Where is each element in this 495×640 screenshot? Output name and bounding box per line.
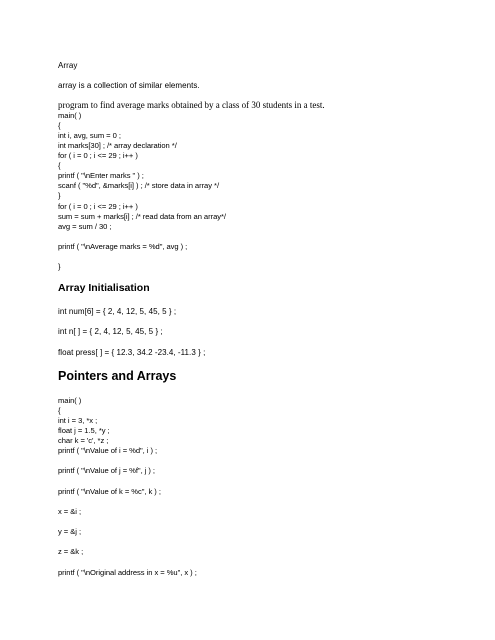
code-line: printf ( "\nAverage marks = %d", avg ) ; — [58, 242, 188, 251]
section-heading-array-initialisation: Array Initialisation — [58, 282, 150, 294]
code-line: main( ) — [58, 111, 82, 120]
code-line: float j = 1.5, *y ; — [58, 426, 110, 435]
code-line: z = &k ; — [58, 547, 84, 556]
code-line: for ( i = 0 ; i <= 29 ; i++ ) — [58, 151, 138, 160]
code-line: } — [58, 191, 61, 200]
code-line: main( ) — [58, 396, 82, 405]
code-line: { — [58, 161, 61, 170]
program-caption: program to find average marks obtained by a class of 30 students in a test. — [58, 100, 325, 110]
section-heading-pointers-and-arrays: Pointers and Arrays — [58, 369, 177, 383]
init-line: int n[ ] = { 2, 4, 12, 5, 45, 5 } ; — [58, 327, 163, 336]
code-line: avg = sum / 30 ; — [58, 222, 112, 231]
code-line: sum = sum + marks[i] ; /* read data from an array*/ — [58, 212, 226, 221]
code-line: x = &i ; — [58, 507, 82, 516]
code-line: printf ( "\nValue of k = %c", k ) ; — [58, 487, 161, 496]
code-line: int i = 3, *x ; — [58, 416, 98, 425]
init-line: int num[6] = { 2, 4, 12, 5, 45, 5 } ; — [58, 307, 177, 316]
intro-text: array is a collection of similar elements. — [58, 81, 200, 90]
code-line: y = &j ; — [58, 527, 82, 536]
code-line: } — [58, 262, 61, 271]
code-line: scanf ( "%d", &marks[i] ) ; /* store data in array */ — [58, 181, 219, 190]
code-line: printf ( "\nValue of j = %f", j ) ; — [58, 466, 155, 475]
code-line: printf ( "\nEnter marks " ) ; — [58, 171, 144, 180]
code-line: { — [58, 406, 61, 415]
code-line: printf ( "\nOriginal address in x = %u", x ) ; — [58, 568, 197, 577]
code-line: char k = 'c', *z ; — [58, 436, 109, 445]
code-line: printf ( "\nValue of i = %d", i ) ; — [58, 446, 158, 455]
doc-title: Array — [58, 61, 78, 70]
code-line: for ( i = 0 ; i <= 29 ; i++ ) — [58, 202, 138, 211]
code-line: { — [58, 121, 61, 130]
code-line: int i, avg, sum = 0 ; — [58, 131, 121, 140]
init-line: float press[ ] = { 12.3, 34.2 -23.4, -11.3 } ; — [58, 348, 206, 357]
code-line: int marks[30] ; /* array declaration */ — [58, 141, 177, 150]
